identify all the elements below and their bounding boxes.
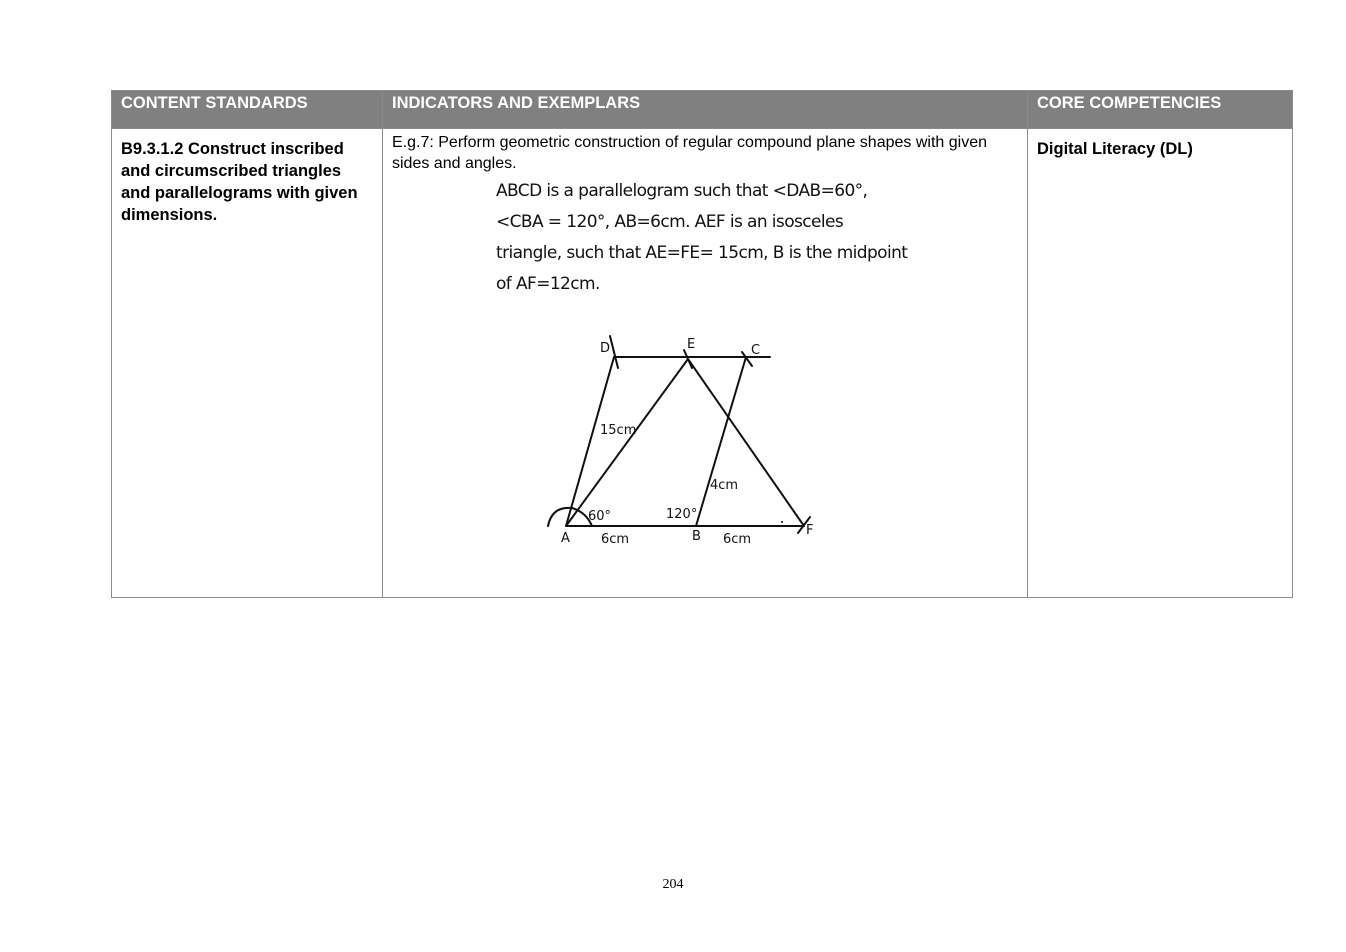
label-bf-length: 6cm [723, 532, 752, 547]
point-a-label: A [561, 531, 570, 546]
arc-mark-e [684, 350, 692, 368]
header-core-competencies: CORE COMPETENCIES [1028, 91, 1293, 129]
geometry-construction-figure [546, 326, 836, 561]
label-ab-length: 6cm [601, 532, 630, 547]
core-competencies-cell [1028, 129, 1293, 598]
line-ad [566, 357, 614, 526]
table-header-row [112, 91, 1293, 129]
point-e-label: E [687, 337, 696, 352]
competency-text: Digital Literacy (DL) [1037, 140, 1193, 158]
exemplar-text: E.g.7: Perform geometric construction of regular compound plane shapes with given sides and angles. [392, 134, 987, 172]
small-dot [781, 521, 783, 523]
table-row [112, 129, 1293, 598]
problem-line: of AF=12cm. [496, 274, 600, 294]
point-b-label: B [692, 529, 701, 544]
problem-line: triangle, such that AE=FE= 15cm, B is the midpoint [496, 243, 908, 263]
label-angle-a: 60° [588, 509, 612, 524]
point-f-label: F [806, 523, 814, 538]
content-standard-cell [112, 129, 383, 598]
problem-line: <CBA = 120°, AB=6cm. AEF is an isosceles [496, 212, 844, 232]
point-c-label: C [751, 343, 761, 358]
problem-statement [496, 176, 1018, 300]
page-number: 204 [662, 877, 684, 892]
label-angle-b: 120° [666, 507, 698, 522]
label-ae-length: 15cm [600, 423, 637, 438]
header-content-standards: CONTENT STANDARDS [112, 91, 383, 129]
problem-line: ABCD is a parallelogram such that <DAB=60°, [496, 181, 868, 201]
line-ef [688, 359, 804, 526]
curriculum-table [111, 90, 1293, 598]
indicators-cell [383, 129, 1028, 598]
point-d-label: D [600, 341, 611, 356]
content-standard-text: B9.3.1.2 Construct inscribed and circumscribed triangles and parallelograms with given dimensions. [121, 140, 358, 224]
header-indicators-exemplars: INDICATORS AND EXEMPLARS [383, 91, 1028, 129]
label-bc-length: 4cm [710, 478, 739, 493]
line-ae [566, 359, 688, 526]
